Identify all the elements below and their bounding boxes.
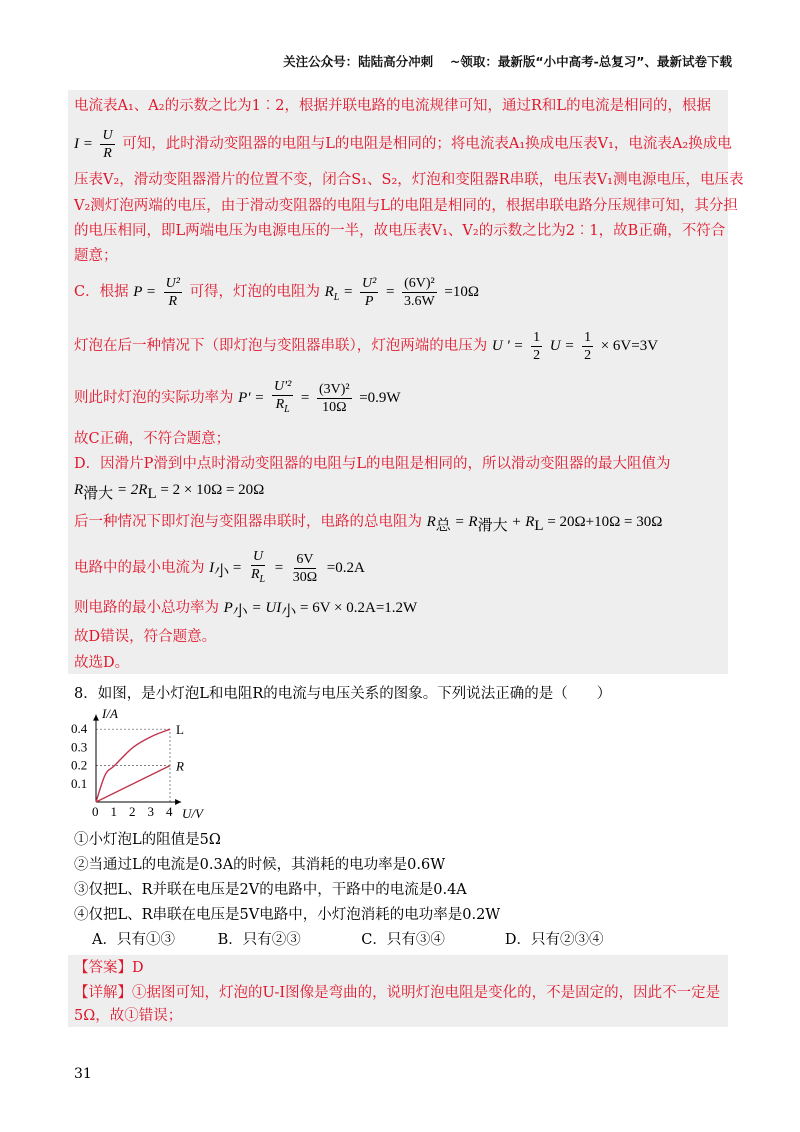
d4-den-sub: L xyxy=(259,573,266,585)
c2-tail: × 6V=3V xyxy=(600,338,659,354)
d5-mid: = UI xyxy=(247,600,282,616)
c-rl-sub: L xyxy=(333,292,340,303)
option-c: C．只有③④ xyxy=(361,932,445,948)
frac-den: R xyxy=(103,145,112,161)
c-frac-2 xyxy=(360,275,378,310)
y-tick-label: 0.2 xyxy=(71,757,88,773)
d3-text: 后一种情况下即灯泡与变阻器串联时，电路的总电阻为 xyxy=(74,514,422,530)
frac-den: P xyxy=(364,293,374,309)
frac-num: U'² xyxy=(273,379,292,395)
frac-den: 2 xyxy=(533,347,541,363)
iu-chart-svg xyxy=(70,706,220,824)
c-frac-3 xyxy=(402,275,437,310)
c-frac-1 xyxy=(164,275,182,310)
frac-num: (6V)² xyxy=(404,275,435,291)
question-item-3: ③仅把L、R并联在电压是2V的电路中，干路中的电流是0.4A xyxy=(74,882,467,898)
c-text: 可得，灯泡的电阻为 xyxy=(189,284,321,300)
answer-value: D xyxy=(132,960,144,976)
d5-sub2: 小 xyxy=(281,603,297,620)
d5-p: P xyxy=(223,600,233,616)
d4-eq: = xyxy=(229,560,242,576)
solution-line-6: 题意； xyxy=(74,248,118,264)
solution-d1-line: D．因滑片P滑到中点时滑动变阻器的电阻与L的电阻是相同的，所以滑动变阻器的最大阻值为 xyxy=(74,456,671,472)
question-item-1: ①小灯泡L的阻值是5Ω xyxy=(74,832,221,848)
frac-num: U² xyxy=(362,275,377,291)
question-item-2: ②当通过L的电流是0.3A的时候，其消耗的电功率是0.6W xyxy=(74,857,446,873)
c2-lhs: U ' = xyxy=(491,338,524,354)
x-axis-label: U/V xyxy=(182,806,203,821)
frac-den: 10Ω xyxy=(322,399,347,415)
d4-den-r: R xyxy=(250,567,260,583)
c3-den-r: R xyxy=(275,397,285,413)
d2-rest: = 2R xyxy=(113,482,148,498)
x-tick-label: 4 xyxy=(166,804,173,819)
c3-lhs: P' = xyxy=(238,390,265,406)
y-tick-label: 0.1 xyxy=(71,775,88,791)
solution-line-3: 压表V₂，滑动变阻器滑片的位置不变，闭合S₁、S₂，灯泡和变阻器R串联，电压表V₁测电源电压，电压表 xyxy=(74,172,744,188)
x-tick-label: 1 xyxy=(110,804,117,819)
solution-d3-line xyxy=(74,512,662,536)
solution-c3-line: 则此时灯泡的实际功率为 P' = $\frac{\text{U'²}}{R_L}$ = $\frac{\text{(3V)²}}{10\Omega}$ =0.9W xyxy=(74,376,401,420)
answer-line xyxy=(74,958,144,978)
y-axis-label: I/A xyxy=(102,706,118,721)
d2-tail: = 2 × 10Ω = 20Ω xyxy=(156,482,265,498)
c3-den-sub: L xyxy=(284,403,290,415)
d3-r: R xyxy=(426,514,436,530)
frac-num: U² xyxy=(165,275,180,291)
c-rl-r: R xyxy=(324,284,334,300)
d3-sub3: L xyxy=(534,517,544,534)
solution-line-4: V₂测灯泡两端的电压，由于滑动变阻器的电阻与L的电阻是相同的，根据串联电路分压规律可知，其分担 xyxy=(74,198,738,214)
frac-den: 3.6W xyxy=(404,293,435,309)
solution-d4-line: 电路中的最小电流为 $I_小$ = $\frac{U}{R_L}$ = $\frac{6V}{30\Omega}$ =0.2A xyxy=(74,546,365,594)
line-2-text: 可知，此时滑动变阻器的电阻与L的电阻是相同的；将电流表A₁换成电压表V₁，电流表A₂换成电 xyxy=(122,136,732,152)
c-formula-p: P = xyxy=(133,284,156,300)
d3-mid: = R xyxy=(450,514,478,530)
answer-tag: 【答案】 xyxy=(74,960,132,976)
series-label-l: L xyxy=(176,722,184,738)
y-axis-arrow xyxy=(93,715,99,721)
solution-d5-line xyxy=(74,598,417,622)
frac-num: U xyxy=(102,127,113,143)
frac-num: U xyxy=(252,549,264,565)
d4-frac-2 xyxy=(291,551,319,586)
c3-result: =0.9W xyxy=(359,390,401,406)
solution-c-line: C．根据 P = $\frac{\text{U²}}{R}$ 可得，灯泡的电阻为 $R_L$ = $\frac{\text{U²}}{P}$ = $\frac{\text{(6V)²}}{3.6W}$ =10Ω xyxy=(74,275,479,309)
c2-half-2 xyxy=(582,329,593,364)
question-options xyxy=(92,930,603,950)
frac-den: 30Ω xyxy=(292,569,318,585)
d5-text: 则电路的最小总功率为 xyxy=(74,600,219,616)
c3-frac-2 xyxy=(317,381,352,416)
c-result: =10Ω xyxy=(444,284,479,300)
detail-line-1 xyxy=(74,983,720,1003)
solution-line-1: 电流表A₁、A₂的示数之比为1︰2，根据并联电路的电流规律可知，通过R和L的电流是相同的，根据 xyxy=(74,98,712,114)
y-tick-label: 0.3 xyxy=(71,739,88,755)
x-tick-label: 3 xyxy=(147,804,154,819)
d2-r: R xyxy=(74,482,84,498)
c3-text: 则此时灯泡的实际功率为 xyxy=(74,390,234,406)
c-eq: = xyxy=(343,284,353,300)
page-header xyxy=(283,52,732,70)
x-tick-label: 2 xyxy=(129,804,136,819)
d5-tail: = 6V × 0.2A=1.2W xyxy=(296,600,418,616)
option-b: B．只有②③ xyxy=(217,932,301,948)
fraction-u-r xyxy=(100,127,114,162)
d4-frac-1 xyxy=(249,548,267,588)
frac-den xyxy=(249,566,267,588)
frac-num: 1 xyxy=(584,329,592,345)
c-label: C．根据 xyxy=(74,284,129,300)
solution-c2-line xyxy=(74,326,658,366)
x-axis-arrow xyxy=(175,799,181,805)
detail-tag: 【详解】 xyxy=(74,985,132,1001)
c3-frac-1 xyxy=(272,378,293,418)
solution-d7-line: 故选D。 xyxy=(74,655,130,671)
y-tick-label: 0.4 xyxy=(71,721,88,737)
iu-chart xyxy=(70,706,220,824)
formula-i: I = xyxy=(74,136,93,152)
option-d: D．只有②③④ xyxy=(504,932,604,948)
solution-d2-line xyxy=(74,480,264,504)
x-tick-label: 0 xyxy=(92,804,99,819)
d5-sub: 小 xyxy=(232,603,248,620)
solution-line-2 xyxy=(74,125,732,163)
d4-sub: 小 xyxy=(214,563,230,580)
frac-den: R xyxy=(168,293,178,309)
d3-sub: 总 xyxy=(435,517,451,534)
c2-text: 灯泡在后一种情况下（即灯泡与变阻器串联），灯泡两端的电压为 xyxy=(74,338,488,354)
d4-text: 电路中的最小电流为 xyxy=(74,560,205,576)
frac-num: (3V)² xyxy=(318,381,350,397)
frac-den: 2 xyxy=(584,347,592,363)
c2-half-1 xyxy=(531,329,542,364)
page-number: 31 xyxy=(74,1066,92,1082)
detail-text-1: ①据图可知，灯泡的U-I图像是弯曲的，说明灯泡电阻是变化的，不是固定的，因此不一定是 xyxy=(132,985,721,1001)
d3-mid2: + R xyxy=(507,514,535,530)
question-item-4: ④仅把L、R串联在电压是5V电路中，小灯泡消耗的电功率是0.2W xyxy=(74,907,501,923)
solution-c4-line: 故C正确，不符合题意； xyxy=(74,431,231,447)
d4-i: I xyxy=(209,560,215,576)
frac-den xyxy=(274,396,292,418)
frac-num: 6V xyxy=(296,551,314,567)
header-left: 关注公众号：陆陆高分冲刺 xyxy=(283,54,434,69)
d3-sub2: 滑大 xyxy=(477,517,508,534)
c-rl xyxy=(324,284,340,303)
d3-tail: = 20Ω+10Ω = 30Ω xyxy=(543,514,663,530)
d2-sub: 滑大 xyxy=(83,485,114,502)
c2-mid: U = xyxy=(549,338,575,354)
option-a: A．只有①③ xyxy=(92,932,175,948)
series-label-r: R xyxy=(176,758,184,774)
d2-sub2: L xyxy=(147,485,157,502)
solution-line-5: 的电压相同，即L两端电压为电源电压的一半，故电压表V₁、V₂的示数之比为2︰1，故B正确，不符合 xyxy=(74,223,726,239)
solution-d6-line: 故D错误，符合题意。 xyxy=(74,629,217,645)
d4-result: =0.2A xyxy=(326,560,365,576)
frac-num: 1 xyxy=(533,329,541,345)
detail-line-2: 5Ω，故①错误； xyxy=(74,1008,183,1024)
question-stem: 8．如图，是小灯泡L和电阻R的电流与电压关系的图象。下列说法正确的是（ ） xyxy=(74,686,612,702)
header-right: ~领取：最新版“小中高考-总复习”、最新试卷下载 xyxy=(449,54,732,69)
